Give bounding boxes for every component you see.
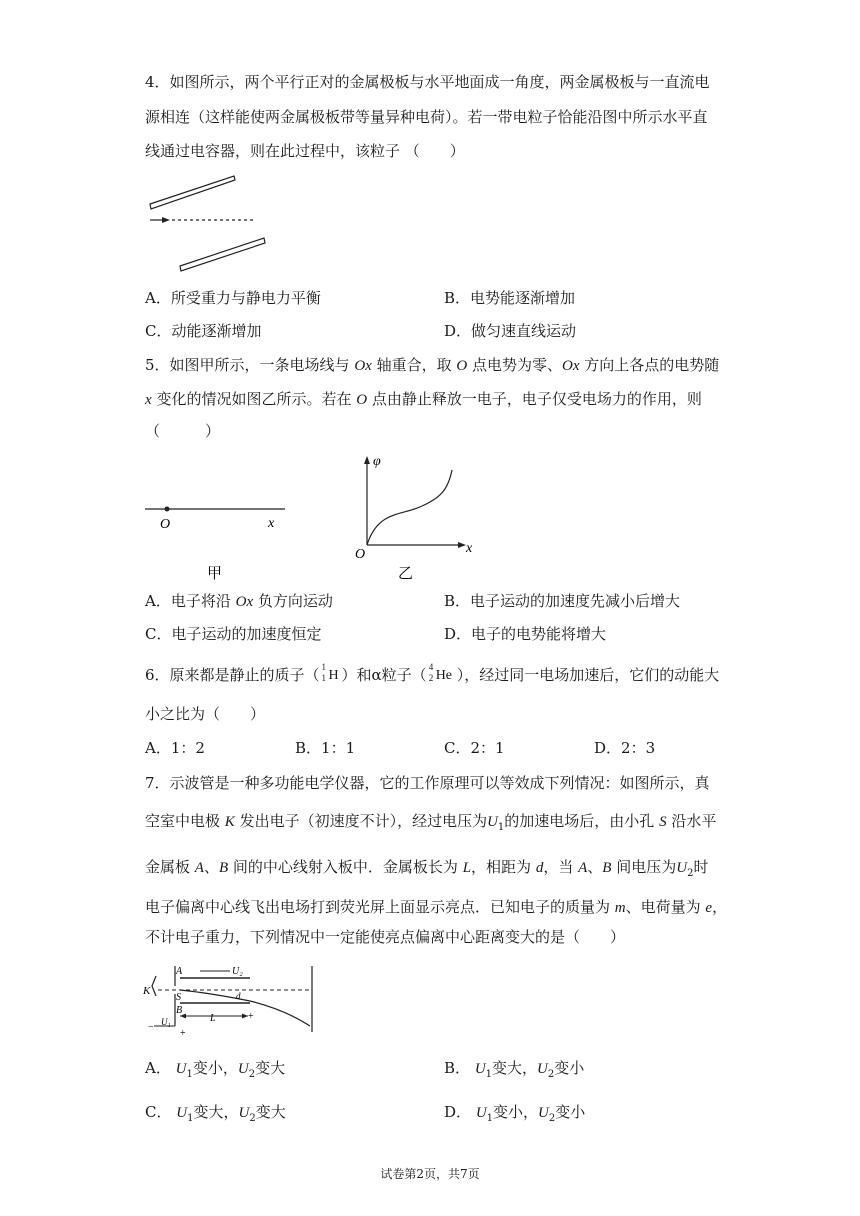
q7-electrode-k [142,976,156,997]
q4-upper-plate [150,176,235,209]
q4-option-c[interactable]: C．动能逐渐增加 [145,322,262,340]
q7-plus-label: + [180,1028,186,1038]
q7-text-line5: 不计电子重力，下列情况中一定能使亮点偏离中心距离变大的是（ ） [145,928,626,946]
q4-lower-plate [180,238,265,271]
q6-text-line1: 6．原来都是静止的质子（ 1 1 H ）和α粒子（ 4 2 He ），经过同一电场加速后，它们的动能大 [145,662,720,684]
q5-figure-jia [145,507,285,583]
q7-oscilloscope-figure [140,958,330,1038]
q7-minus-label: − [148,1022,154,1033]
q5-figures [140,450,490,590]
q4-option-a[interactable]: A．所受重力与静电力平衡 [145,289,321,307]
q7-plate-b-label: B [176,1005,183,1016]
q5-option-c[interactable]: C．电子运动的加速度恒定 [145,625,322,643]
q7-hole-s-label: S [176,992,181,1003]
q5-yi-o-label: O [355,547,366,562]
q7-option-c[interactable]: C． $U_1$变大，$U_2$变大 [145,1103,286,1124]
q5-jia-caption: 甲 [207,564,223,582]
q7-u2-label: U₂ [232,966,243,977]
q6-option-a[interactable]: A．1：2 [145,739,205,757]
q6-option-b[interactable]: B．1：1 [295,739,356,757]
q7-plate-a-label: A [176,966,183,977]
q7-option-b[interactable]: B． $U_1$变大，$U_2$变小 [444,1059,585,1080]
q7-text-line4: 电子偏离中心线飞出电场打到荧光屏上面显示亮点．已知电子的质量为 m、电荷量为 e， [145,898,728,916]
q4-text-line1: 4．如图所示，两个平行正对的金属极板与水平地面成一角度，两金属极板与一直流电 [145,73,710,91]
q5-yi-x-label: x [466,541,473,556]
q4-text-line3: 线通过电容器，则在此过程中，该粒子 （ ） [145,142,465,160]
q6-option-d[interactable]: D．2：3 [594,739,656,757]
q7-option-a[interactable]: A． $U_1$变小，$U_2$变大 [145,1059,286,1080]
q5-jia-x-label: x [268,516,275,531]
q7-text-line3: 金属板 A、B 间的中心线射入板中．金属板长为 L，相距为 d，当 A、B 间电压为$U_2$时 [145,858,709,879]
q5-yi-phi-label: φ [373,454,381,469]
q7-length-l-label: L [210,1013,216,1024]
q7-option-d[interactable]: D． $U_1$变小，$U_2$变小 [444,1103,586,1124]
q5-option-b[interactable]: B．电子运动的加速度先减小后增大 [444,592,681,610]
q5-figure-yi [355,454,473,582]
q7-u1-label: U₁ [161,1017,171,1027]
q5-option-a[interactable]: A．电子将沿 Ox 负方向运动 [145,592,333,610]
q7-text-line2: 空室中电极 K 发出电子（初速度不计），经过电压为$U_1$的加速电场后，由小孔 S 沿水平 [145,812,717,833]
q7-d-label: d [236,991,241,1001]
q7-electron-trajectory [180,990,310,1026]
q6-option-c[interactable]: C．2：1 [444,739,505,757]
q4-text-line2: 源相连（这样能使两金属极板带等量异种电荷）。若一带电粒子恰能沿图中所示水平直 [145,108,708,126]
q5-option-d[interactable]: D．电子的电势能将增大 [444,625,607,643]
page-footer: 试卷第2页，共7页 [380,1167,480,1181]
svg-text:K: K [143,985,151,997]
q4-option-d[interactable]: D．做匀速直线运动 [444,322,577,340]
q4-capacitor-figure [140,168,270,278]
q4-option-b[interactable]: B．电势能逐渐增加 [444,289,576,307]
q5-text-line1: 5．如图甲所示，一条电场线与 Ox 轴重合，取 O 点电势为零、Ox 方向上各点的电势随 [145,356,720,374]
q6-proton-symbol: 1 1 H [321,662,339,683]
q5-yi-phi-curve [367,470,452,545]
q7-text-line1: 7．示波管是一种多功能电学仪器，它的工作原理可以等效成下列情况：如图所示，真 [145,774,710,792]
q5-text-line3: （ ） [145,422,221,440]
q7-plus-b-label: + [248,1011,254,1022]
q5-yi-caption: 乙 [398,564,414,582]
q5-jia-origin-dot [165,507,170,512]
q5-text-line2: x 变化的情况如图乙所示。若在 O 点由静止释放一电子，电子仅受电场力的作用，则 [145,390,702,408]
q6-text-line2: 小之比为（ ） [145,705,266,723]
q6-alpha-symbol: 4 2 He [428,662,453,683]
q5-jia-o-label: O [160,517,171,532]
